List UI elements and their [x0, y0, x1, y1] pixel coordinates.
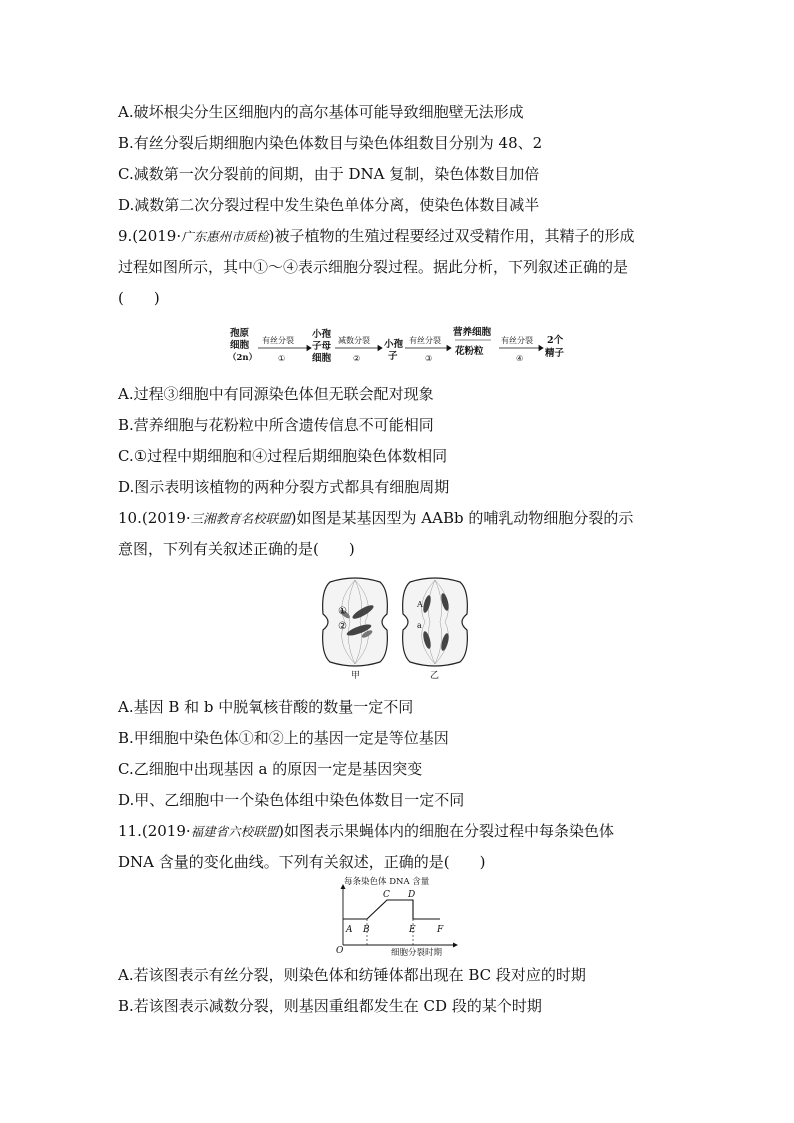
cell-yi-label: 乙 — [430, 671, 440, 681]
q11-option-a: A.若该图表示有丝分裂，则染色体和纺锤体都出现在 BC 段对应的时期 — [118, 966, 586, 984]
q11-stem-line1 — [118, 821, 614, 842]
flow-arrow2-label: 减数分裂 — [338, 336, 370, 345]
flow-node4-b: 花粉粒 — [455, 346, 484, 357]
q10-number: 10.(2019· — [118, 509, 191, 527]
flow-node1-b: 细胞 — [230, 340, 250, 351]
q8-option-d: D.减数第二次分裂过程中发生染色单体分离，使染色体数目减半 — [118, 196, 540, 214]
flow-arrow3-circle: ③ — [425, 354, 433, 363]
q9-number: 9.(2019· — [118, 227, 182, 245]
q11-dna-content-graph — [335, 874, 465, 958]
q10-option-d: D.甲、乙细胞中一个染色体组中染色体数目一定不同 — [118, 791, 465, 809]
q9-source: 广东惠州市质检 — [181, 229, 269, 244]
flow-arrow1-circle: ① — [278, 354, 286, 363]
flow-node4-a: 营养细胞 — [453, 327, 492, 338]
flow-arrow3-label: 有丝分裂 — [409, 336, 441, 345]
flow-node2-a: 小孢 — [312, 329, 332, 340]
flow-arrow4-circle: ④ — [516, 354, 524, 363]
point-O: O — [336, 946, 344, 956]
flow-arrow1-label: 有丝分裂 — [262, 336, 294, 345]
q9-answer-blank: ( ) — [118, 289, 160, 307]
q9-stem-line1 — [118, 226, 634, 247]
q8-option-b: B.有丝分裂后期细胞内染色体数目与染色体组数目分别为 48、2 — [118, 134, 543, 152]
gene-a-label: a — [417, 621, 422, 630]
q10-cell-division-figure — [315, 572, 480, 684]
q8-option-a: A.破坏根尖分生区细胞内的高尔基体可能导致细胞壁无法形成 — [118, 103, 524, 121]
cell-jia — [323, 578, 388, 681]
q9-stem-line2: 过程如图所示，其中①～④表示细胞分裂过程。据此分析，下列叙述正确的是 — [118, 258, 629, 276]
q9-option-b: B.营养细胞与花粉粒中所含遗传信息不可能相同 — [118, 416, 434, 434]
q9-option-a: A.过程③细胞中有同源染色体但无联会配对现象 — [118, 385, 434, 403]
flow-node5-a: 2个 — [547, 335, 564, 346]
q11-stem-text1: )如图表示果蝇体内的细胞在分裂过程中每条染色体 — [278, 822, 615, 840]
flow-node2-b: 子母 — [312, 341, 332, 352]
q9-flow-diagram — [225, 323, 575, 369]
gene-A-label: A — [417, 600, 423, 609]
chromosome-2-marker: ② — [338, 621, 347, 632]
point-E: E — [409, 925, 416, 935]
point-F: F — [437, 925, 444, 935]
q10-option-c: C.乙细胞中出现基因 a 的原因一定是基因突变 — [118, 760, 423, 778]
chromosome-1-marker: ① — [338, 606, 347, 617]
point-B: B — [363, 925, 370, 935]
point-C: C — [383, 890, 390, 900]
flow-node3-a: 小孢 — [384, 339, 404, 350]
q11-source: 福建省六校联盟 — [190, 824, 279, 839]
q10-stem-line1 — [118, 508, 633, 529]
q9-option-c: C.①过程中期细胞和④过程后期细胞染色体数相同 — [118, 447, 448, 465]
q9-stem-text1: )被子植物的生殖过程要经过双受精作用，其精子的形成 — [268, 227, 635, 245]
dna-content-curve — [343, 900, 440, 919]
flow-arrow4-label: 有丝分裂 — [501, 336, 533, 345]
point-A: A — [346, 925, 353, 935]
q9-option-d: D.图示表明该植物的两种分裂方式都具有细胞周期 — [118, 478, 450, 496]
flow-node3-b: 子 — [388, 351, 398, 362]
q10-source: 三湘教育名校联盟 — [190, 511, 291, 526]
q10-option-a: A.基因 B 和 b 中脱氧核苷酸的数量一定不同 — [118, 698, 414, 716]
graph-y-label: 每条染色体 DNA 含量 — [344, 877, 430, 887]
flow-arrow2-circle: ② — [353, 354, 361, 363]
cell-jia-label: 甲 — [351, 671, 361, 681]
q11-stem-line2: DNA 含量的变化曲线。下列有关叙述，正确的是( ) — [118, 853, 486, 871]
flow-node2-c: 细胞 — [312, 353, 332, 364]
flow-node1-a: 孢原 — [230, 328, 250, 339]
cell-yi — [403, 578, 468, 681]
q10-stem-line2: 意图，下列有关叙述正确的是( ) — [118, 540, 355, 558]
flow-node5-b: 精子 — [545, 348, 565, 359]
flow-node1-c: （2n） — [228, 353, 258, 363]
graph-x-label: 细胞分裂时期 — [391, 948, 443, 958]
q10-stem-text1: )如图是某基因型为 AABb 的哺乳动物细胞分裂的示 — [290, 509, 634, 527]
q10-option-b: B.甲细胞中染色体①和②上的基因一定是等位基因 — [118, 729, 449, 747]
point-D: D — [408, 890, 416, 900]
q11-option-b: B.若该图表示减数分裂，则基因重组都发生在 CD 段的某个时期 — [118, 997, 542, 1015]
q11-number: 11.(2019· — [118, 822, 191, 840]
q8-option-c: C.减数第一次分裂前的间期，由于 DNA 复制，染色体数目加倍 — [118, 165, 540, 183]
